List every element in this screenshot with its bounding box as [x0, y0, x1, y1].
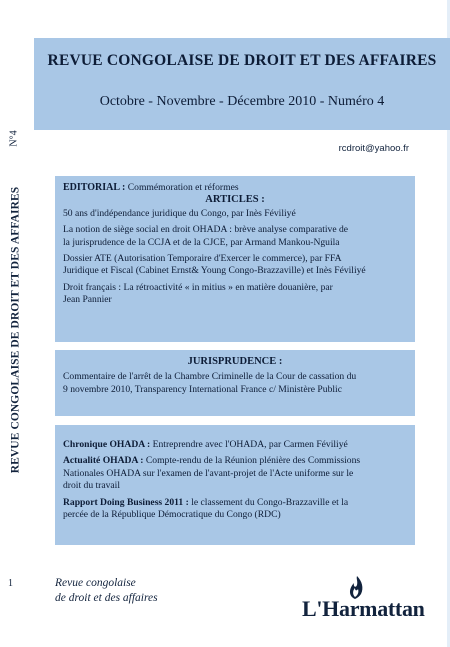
- article-line: Droit français : La rétroactivité « in mitius » en matière douanière, par: [63, 281, 333, 293]
- chronicle-lead: Rapport Doing Business 2011 :: [63, 496, 189, 508]
- issue-line: Octobre - Novembre - Décembre 2010 - Numéro 4: [99, 94, 385, 109]
- chronicle-text: Entreprendre avec l'OHADA, par Carmen Féviliyé: [150, 439, 348, 450]
- chronicle-line: [63, 455, 407, 467]
- chronicle-lead: Chronique OHADA :: [63, 439, 151, 450]
- chronicle-item: [63, 455, 407, 492]
- publisher-logo: [292, 582, 442, 622]
- footer-journal-line: Revue congolaise: [55, 577, 136, 589]
- header-band: [34, 38, 450, 130]
- jurisprudence-line: 9 novembre 2010, Transparency International France c/ Ministère Public: [63, 383, 342, 395]
- contents-box-editorial-articles: [55, 176, 415, 342]
- editorial-line: [63, 182, 407, 194]
- chronicle-text: Compte-rendu de la Réunion plénière des Commissions: [143, 455, 361, 467]
- contents-box-chronicles: [55, 425, 415, 545]
- jurisprudence-line: Commentaire de l'arrêt de la Chambre Criminelle de la Cour de cassation du: [63, 371, 357, 383]
- editorial-label: EDITORIAL :: [63, 182, 126, 193]
- footer-journal-name: [55, 576, 158, 606]
- spine-issue-number: [4, 118, 24, 158]
- chronicle-line: [63, 497, 407, 509]
- article-line: La notion de siège social en droit OHADA : brève analyse comparative de: [63, 224, 349, 236]
- jurisprudence-heading: JURISPRUDENCE :: [187, 356, 283, 367]
- article-line: Juridique et Fiscal (Cabinet Ernst& Young Congo-Brazzaville) et Inès Féviliyé: [63, 265, 366, 277]
- articles-heading: ARTICLES :: [205, 194, 265, 206]
- article-line: Dossier ATE (Autorisation Temporaire d'Exercer le commerce), par FFA: [63, 253, 342, 265]
- footer-journal-line: de droit et des affaires: [55, 592, 158, 604]
- article-item: [63, 282, 407, 307]
- chronicle-line: droit du travail: [63, 480, 121, 492]
- publisher-name: L'Harmattan: [302, 596, 425, 621]
- spine-title-text: REVUE CONGOLAISE DE DROIT ET DES AFFAIRES: [9, 186, 21, 474]
- article-line: 50 ans d'indépendance juridique du Congo, par Inès Féviliyé: [63, 207, 296, 219]
- footer-number-mark: 1: [8, 578, 13, 589]
- editorial-text: Commémoration et réformes: [125, 182, 239, 193]
- spine-title: [3, 185, 27, 475]
- chronicle-line: percée de la République Démocratique du Congo (RDC): [63, 509, 281, 521]
- contents-box-jurisprudence: [55, 350, 415, 416]
- article-line: la jurisprudence de la CCJA et de la CJCE, par Armand Mankou-Nguila: [63, 236, 340, 248]
- contact-email: rcdroit@yahoo.fr: [338, 143, 409, 154]
- chronicle-item: [63, 497, 407, 522]
- article-item: [63, 224, 407, 249]
- chronicle-line: Nationales OHADA sur l'examen de l'avant-projet de l'Acte uniforme sur le: [63, 467, 354, 479]
- chronicle-line: [63, 439, 407, 451]
- chronicle-lead: Actualité OHADA :: [63, 455, 144, 467]
- article-item: [63, 253, 407, 278]
- chronicle-item: [63, 439, 407, 451]
- journal-title: REVUE CONGOLAISE DE DROIT ET DES AFFAIRES: [47, 52, 437, 69]
- article-line: Jean Pannier: [63, 294, 112, 306]
- spine-issue-number-text: N°4: [8, 129, 20, 147]
- chronicle-text: le classement du Congo-Brazzaville et la: [188, 496, 349, 508]
- article-item: [63, 208, 407, 220]
